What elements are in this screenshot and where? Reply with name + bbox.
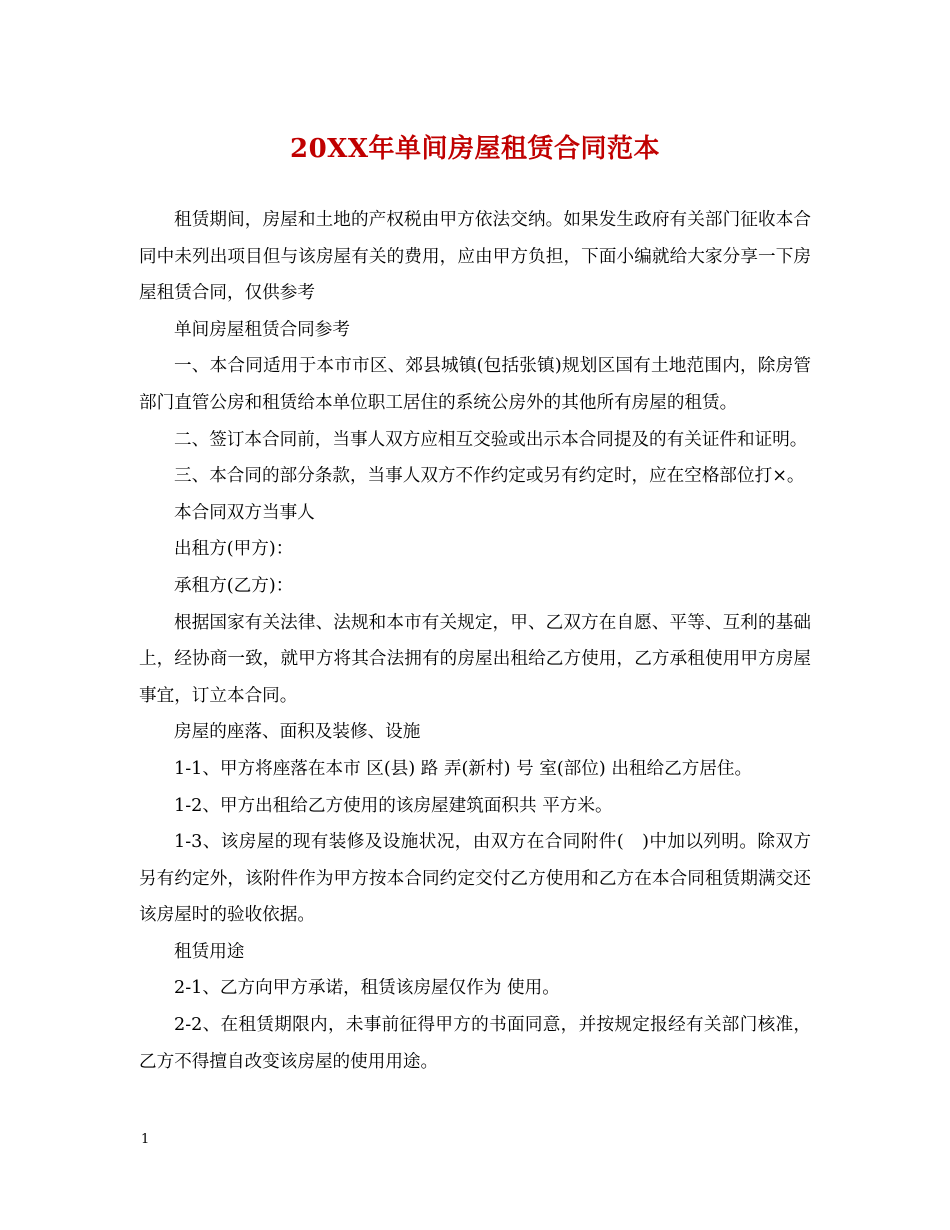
paragraph-agreement: 根据国家有关法律、法规和本市有关规定，甲、乙双方在自愿、平等、互利的基础上，经协商一致，就甲方将其合法拥有的房屋出租给乙方使用，乙方承租使用甲方房屋事宜，订立本合同。 [139,612,811,706]
paragraph-clause-2: 二、签订本合同前，当事人双方应相互交验或出示本合同提及的有关证件和证明。 [174,429,808,450]
document-body [139,202,811,1080]
paragraph-parties-heading: 本合同双方当事人 [174,502,315,523]
paragraph-lessee: 承租方(乙方)： [174,575,294,596]
paragraph-intro: 租赁期间，房屋和土地的产权税由甲方依法交纳。如果发生政府有关部门征收本合同中未列出项目但与该房屋有关的费用，应由甲方负担，下面小编就给大家分享一下房屋租赁合同，仅供参考 [139,210,811,304]
paragraph-item-1-2: 1-2、甲方出租给乙方使用的该房屋建筑面积共 平方米。 [174,795,613,816]
page-number: 1 [141,1132,150,1147]
paragraph-item-1-3: 1-3、该房屋的现有装修及设施状况，由双方在合同附件( )中加以列明。除双方另有约定外，该附件作为甲方按本合同约定交付乙方使用和乙方在本合同租赁期满交还该房屋时的验收依据。 [139,832,811,926]
paragraph-item-2-1: 2-1、乙方向甲方承诺，租赁该房屋仅作为 使用。 [174,978,560,999]
paragraph-item-2-2: 2-2、在租赁期限内，未事前征得甲方的书面同意，并按规定报经有关部门核准，乙方不得擅自改变该房屋的使用用途。 [139,1015,811,1072]
paragraph-lessor: 出租方(甲方)： [174,539,294,560]
paragraph-clause-3: 三、本合同的部分条款，当事人双方不作约定或另有约定时，应在空格部位打×。 [174,466,805,487]
paragraph-item-1-1: 1-1、甲方将座落在本市 区(县) 路 弄(新村) 号 室(部位) 出租给乙方居住。 [174,758,753,779]
paragraph-section-location: 房屋的座落、面积及装修、设施 [174,722,421,743]
paragraph-heading-reference: 单间房屋租赁合同参考 [174,319,350,340]
paragraph-section-use: 租赁用途 [174,941,245,962]
document-title: 20XX年单间房屋租赁合同范本 [289,134,661,164]
paragraph-clause-1: 一、本合同适用于本市市区、郊县城镇(包括张镇)规划区国有土地范围内，除房管部门直管公房和租赁给本单位职工居住的系统公房外的其他所有房屋的租赁。 [139,356,811,413]
